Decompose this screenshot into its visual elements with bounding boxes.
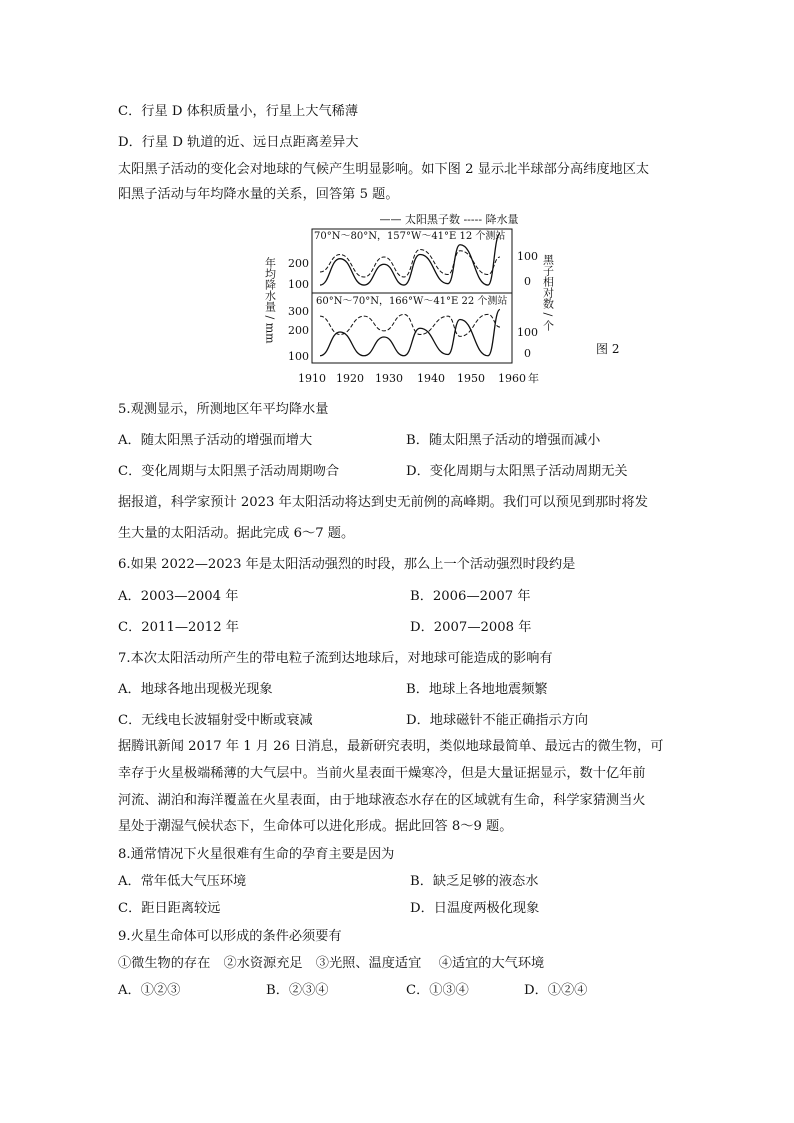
q7-option-d[interactable]: D．地球磁针不能正确指示方向: [406, 713, 589, 728]
x-tick-1940: 1940: [417, 372, 445, 385]
bottom-panel-title: 60°N～70°N，166°W～41°E 22 个测站: [316, 296, 508, 307]
q9-stem: 9.火星生命体可以形成的条件必须要有: [118, 929, 342, 944]
q4-option-c: C．行星 D 体积质量小，行星上大气稀薄: [118, 104, 359, 119]
tick-bottom-right-0: 0: [524, 347, 531, 360]
left-axis-label: 年均降水量 / mm: [263, 257, 277, 344]
q8-option-b[interactable]: B．缺乏足够的液态水: [410, 874, 539, 889]
bottom-panel-sunspot-line: [320, 310, 500, 356]
q6-option-b[interactable]: B．2006—2007 年: [410, 589, 531, 604]
tick-top-right-100: 100: [517, 250, 538, 263]
intro-q8-line1: 据腾讯新闻 2017 年 1 月 26 日消息，最新研究表明，类似地球最简单、最远古的微生物，可: [118, 739, 664, 754]
right-axis-label: 黑子相对数 / 个: [541, 254, 555, 331]
tick-bottom-left-200: 200: [288, 324, 309, 337]
intro-q8-line4: 星处于潮湿气候状态下，生命体可以进化形成。据此回答 8～9 题。: [118, 819, 513, 834]
tick-top-left-200: 200: [288, 257, 309, 270]
q7-option-c[interactable]: C．无线电长波辐射受中断或衰减: [118, 713, 313, 728]
series-layer: [320, 234, 500, 356]
q6-stem: 6.如果 2022—2023 年是太阳活动强烈的时段，那么上一个活动强烈时段约是: [118, 557, 576, 572]
q5-option-d[interactable]: D．变化周期与太阳黑子活动周期无关: [406, 464, 628, 479]
intro-q8-line3: 河流、湖泊和海洋覆盖在火星表面，由于地球液态水存在的区域就有生命，科学家猜测当火: [118, 793, 646, 808]
x-tick-1910: 1910: [298, 372, 326, 385]
figure-2-chart: [262, 212, 632, 388]
q6-option-a[interactable]: A．2003—2004 年: [118, 589, 239, 604]
x-tick-1920: 1920: [336, 372, 364, 385]
q5-option-b[interactable]: B．随太阳黑子活动的增强而减小: [406, 433, 601, 448]
q5-stem: 5.观测显示，所测地区年平均降水量: [118, 402, 329, 417]
x-tick-1960: 1960: [498, 372, 526, 385]
q8-option-d[interactable]: D．日温度两极化现象: [410, 901, 540, 916]
q7-option-a[interactable]: A．地球各地出现极光现象: [118, 682, 273, 697]
tick-top-right-0: 0: [524, 275, 531, 288]
tick-bottom-right-100: 100: [517, 326, 538, 339]
q6-option-d[interactable]: D．2007—2008 年: [410, 620, 532, 635]
top-panel-title: 70°N～80°N，157°W～41°E 12 个测站: [314, 231, 506, 242]
q7-option-b[interactable]: B．地球上各地地震频繁: [406, 682, 548, 697]
intro-q6-line2: 生大量的太阳活动。据此完成 6～7 题。: [118, 526, 355, 541]
q8-option-a[interactable]: A．常年低大气压环境: [118, 874, 247, 889]
tick-bottom-left-300: 300: [288, 305, 309, 318]
tick-bottom-left-100: 100: [288, 350, 309, 363]
q5-option-c[interactable]: C．变化周期与太阳黑子活动周期吻合: [118, 464, 340, 479]
figure-label: 图 2: [596, 342, 620, 356]
q9-option-a[interactable]: A．①②③: [118, 983, 181, 998]
chart-legend: —— 太阳黑子数 ----- 降水量: [379, 213, 519, 226]
q5-option-a[interactable]: A．随太阳黑子活动的增强而增大: [118, 433, 313, 448]
q9-option-d[interactable]: D．①②④: [524, 983, 588, 998]
bottom-panel-precipitation-line: [320, 314, 500, 336]
q8-option-c[interactable]: C．距日距离较远: [118, 901, 221, 916]
intro-q5-line2: 阳黑子活动与年均降水量的关系，回答第 5 题。: [118, 187, 399, 202]
intro-q8-line2: 幸存于火星极端稀薄的大气层中。当前火星表面干燥寒冷，但是大量证据显示，数十亿年前: [118, 766, 646, 781]
tick-top-left-100: 100: [288, 278, 309, 291]
q4-option-d: D．行星 D 轨道的近、远日点距离差异大: [118, 135, 359, 150]
q8-stem: 8.通常情况下火星很难有生命的孕育主要是因为: [118, 847, 395, 862]
q7-stem: 7.本次太阳活动所产生的带电粒子流到达地球后，对地球可能造成的影响有: [118, 651, 553, 666]
x-tick-1930: 1930: [375, 372, 403, 385]
intro-q6-line1: 据报道，科学家预计 2023 年太阳活动将达到史无前例的高峰期。我们可以预见到那时将发: [118, 495, 648, 510]
q6-option-c[interactable]: C．2011—2012 年: [118, 620, 239, 635]
q9-option-b[interactable]: B．②③④: [266, 983, 329, 998]
x-tick-1950: 1950: [457, 372, 485, 385]
intro-q5-line1: 太阳黑子活动的变化会对地球的气候产生明显影响。如下图 2 显示北半球部分高纬度地区太: [118, 162, 650, 177]
x-axis-unit: 年: [528, 372, 539, 385]
q9-items: ①微生物的存在 ②水资源充足 ③光照、温度适宜 ④适宜的大气环境: [118, 956, 545, 971]
q9-option-c[interactable]: C．①③④: [406, 983, 469, 998]
